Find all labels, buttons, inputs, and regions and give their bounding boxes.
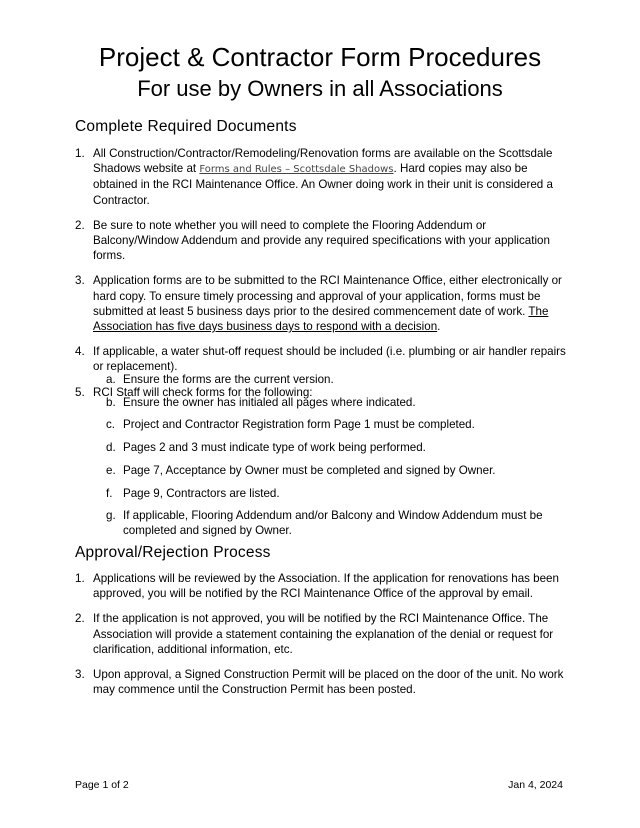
list-item: 5. RCI Staff will check forms for the following: — [75, 385, 313, 399]
list-item: b. Ensure the owner has initialed all pages where indicated. — [106, 395, 416, 409]
response-deadline-note: The Association has five days business days to respond with a decision — [93, 304, 549, 334]
list-item: 4. If applicable, a water shut-off request should be included (i.e. plumbing or air handler repairs or replacement). — [75, 345, 566, 374]
section-heading-documents: Complete Required Documents — [75, 118, 297, 135]
list-item: 2. Be sure to note whether you will need to complete the Flooring Addendum or Balcony/Window Addendum and provide any required specifications with your application forms. — [75, 218, 550, 263]
list-item: g. If applicable, Flooring Addendum and/or Balcony and Window Addendum must be completed and signed by Owner. — [106, 509, 543, 538]
documents-list — [75, 0, 575, 400]
list-item: d. Pages 2 and 3 must indicate type of work being performed. — [106, 441, 426, 455]
list-item: 1. Applications will be reviewed by the Association. If the application for renovations has been approved, you will be notified by the RCI Maintenance Office of the approval by email. — [75, 572, 559, 601]
list-item: 3. Upon approval, a Signed Construction Permit will be placed on the door of the unit. No work may commence until the Construction Permit has been posted. — [75, 668, 564, 697]
list-item: 3. Application forms are to be submitted to the RCI Maintenance Office, either electronically or hard copy. To ensure timely processing and approval of your application, forms must be submitted at least 5 business days prior to the desired commencement date of work. The Association has five days business days to respond with a decision. — [75, 274, 562, 334]
forms-and-rules-link[interactable]: Forms and Rules – Scottsdale Shadows — [199, 164, 394, 176]
list-item: 1. All Construction/Contractor/Remodeling/Renovation forms are available on the Scottsdale Shadows website at Forms and Rules – Scottsdale Shadows. Hard copies may also be obtained in the RCI Maintenance Office. An Owner doing work in their unit is considered a Contractor. — [75, 147, 553, 207]
list-item: 2. If the application is not approved, you will be notified by the RCI Maintenance Office. The Association will provide a statement containing the explanation of the denial or request for clarification, additional information, etc. — [75, 612, 554, 656]
list-item: a. Ensure the forms are the current version. — [106, 373, 334, 386]
page-title: Project & Contractor Form Procedures — [98, 42, 542, 72]
list-item: e. Page 7, Acceptance by Owner must be completed and signed by Owner. — [106, 463, 496, 477]
list-item: c. Project and Contractor Registration form Page 1 must be completed. — [106, 418, 475, 432]
forms-check-list — [75, 372, 575, 539]
section-heading-approval: Approval/Rejection Process — [75, 544, 271, 561]
page-number: Page 1 of 2 — [75, 779, 129, 791]
list-item: f. Page 9, Contractors are listed. — [106, 486, 280, 500]
document-date: Jan 4, 2024 — [508, 779, 563, 791]
page-subtitle: For use by Owners in all Associations — [137, 76, 503, 101]
approval-list — [75, 571, 575, 697]
